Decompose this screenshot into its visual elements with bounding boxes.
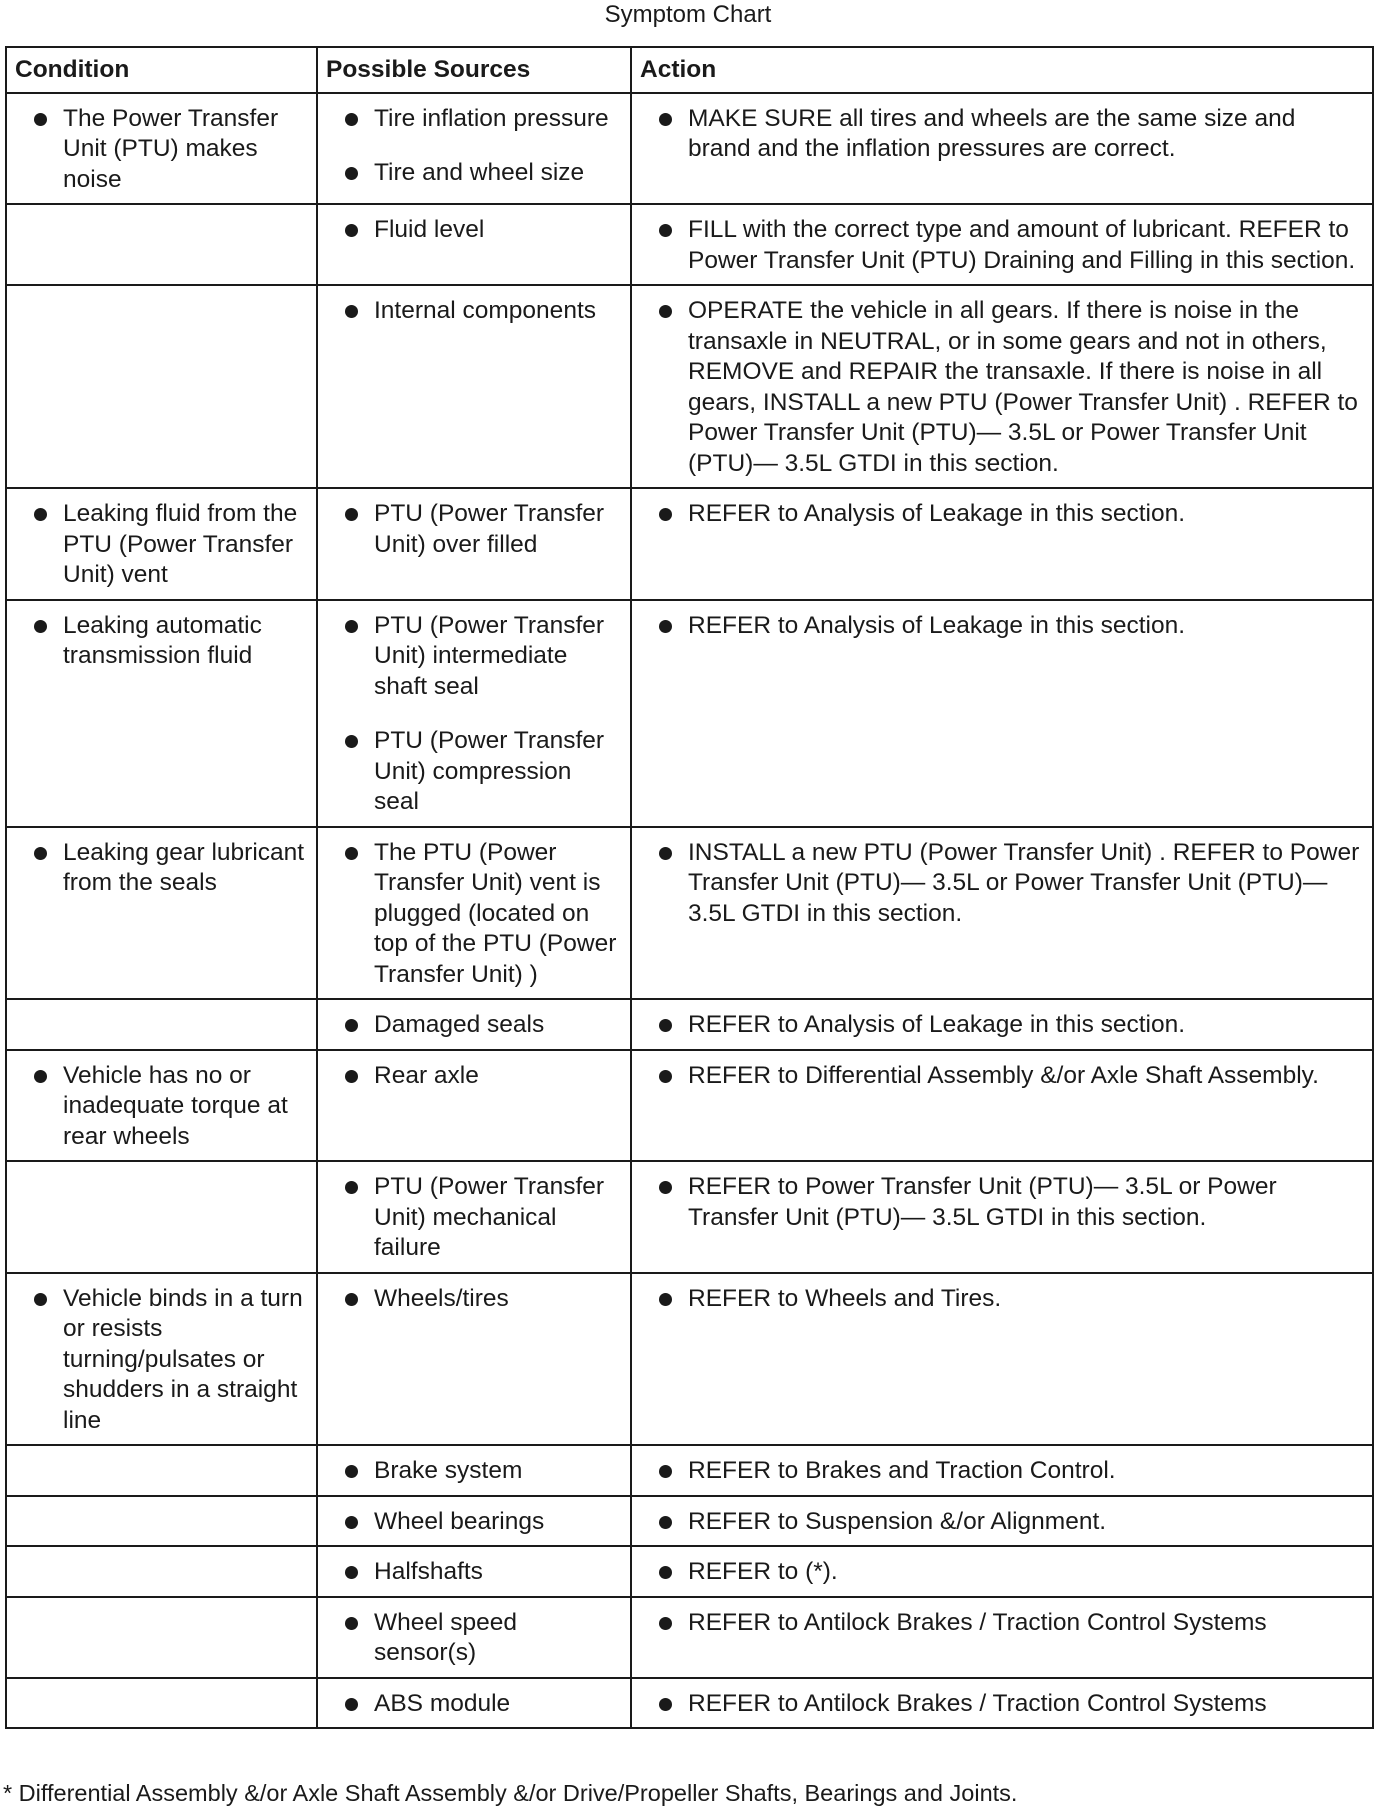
table-row bbox=[6, 827, 1373, 1000]
action-cell bbox=[631, 999, 1373, 1050]
condition-cell bbox=[6, 1445, 317, 1496]
condition-cell bbox=[6, 1050, 317, 1162]
bullet-list bbox=[328, 296, 620, 327]
bullet-list bbox=[328, 838, 620, 991]
condition-item: The Power Transfer Unit (PTU) makes noise bbox=[17, 104, 306, 196]
action-item: REFER to Analysis of Leakage in this section. bbox=[642, 611, 1362, 642]
action-cell bbox=[631, 488, 1373, 600]
source-item: Tire inflation pressure bbox=[328, 104, 620, 135]
action-cell bbox=[631, 1546, 1373, 1597]
bullet-list bbox=[642, 1689, 1362, 1720]
action-cell bbox=[631, 1161, 1373, 1273]
action-cell bbox=[631, 1496, 1373, 1547]
condition-cell bbox=[6, 1161, 317, 1273]
condition-cell bbox=[6, 1678, 317, 1729]
header-condition: Condition bbox=[6, 47, 317, 93]
bullet-list bbox=[642, 1456, 1362, 1487]
table-row bbox=[6, 285, 1373, 488]
sources-cell bbox=[317, 488, 631, 600]
page-title: Symptom Chart bbox=[604, 1, 772, 28]
bullet-list bbox=[642, 1061, 1362, 1092]
sources-cell bbox=[317, 1678, 631, 1729]
bullet-list bbox=[642, 296, 1362, 479]
source-item: Damaged seals bbox=[328, 1010, 620, 1041]
condition-item: Leaking fluid from the PTU (Power Transfer Unit) vent bbox=[17, 499, 306, 591]
bullet-list bbox=[642, 838, 1362, 930]
condition-cell bbox=[6, 1546, 317, 1597]
source-item: Halfshafts bbox=[328, 1557, 620, 1588]
bullet-list bbox=[328, 1284, 620, 1315]
condition-cell bbox=[6, 1273, 317, 1446]
action-item: REFER to Brakes and Traction Control. bbox=[642, 1456, 1362, 1487]
table-row bbox=[6, 1050, 1373, 1162]
table-row bbox=[6, 488, 1373, 600]
condition-cell bbox=[6, 600, 317, 827]
action-item: MAKE SURE all tires and wheels are the same size and brand and the inflation pressures are correct. bbox=[642, 104, 1362, 165]
condition-item: Leaking gear lubricant from the seals bbox=[17, 838, 306, 899]
table-row bbox=[6, 1445, 1373, 1496]
bullet-list bbox=[642, 1557, 1362, 1588]
action-cell bbox=[631, 600, 1373, 827]
bullet-list bbox=[328, 1061, 620, 1092]
action-item: REFER to Antilock Brakes / Traction Control Systems bbox=[642, 1689, 1362, 1720]
source-item: Rear axle bbox=[328, 1061, 620, 1092]
bullet-list bbox=[328, 215, 620, 246]
table-body bbox=[6, 93, 1373, 1729]
action-item: REFER to Analysis of Leakage in this section. bbox=[642, 499, 1362, 530]
source-item: The PTU (Power Transfer Unit) vent is plugged (located on top of the PTU (Power Transfer Unit) ) bbox=[328, 838, 620, 991]
condition-cell bbox=[6, 488, 317, 600]
sources-cell bbox=[317, 999, 631, 1050]
bullet-list bbox=[642, 499, 1362, 530]
source-item: ABS module bbox=[328, 1689, 620, 1720]
bullet-list bbox=[17, 838, 306, 899]
bullet-list bbox=[642, 1608, 1362, 1639]
table-row bbox=[6, 600, 1373, 827]
sources-cell bbox=[317, 1546, 631, 1597]
sources-cell bbox=[317, 1445, 631, 1496]
sources-cell bbox=[317, 1597, 631, 1678]
condition-cell bbox=[6, 204, 317, 285]
bullet-list bbox=[642, 1010, 1362, 1041]
source-item: Brake system bbox=[328, 1456, 620, 1487]
condition-item: Vehicle binds in a turn or resists turning/pulsates or shudders in a straight line bbox=[17, 1284, 306, 1437]
sources-cell bbox=[317, 285, 631, 488]
action-item: REFER to Analysis of Leakage in this section. bbox=[642, 1010, 1362, 1041]
table-row bbox=[6, 1546, 1373, 1597]
table-row bbox=[6, 1678, 1373, 1729]
action-cell bbox=[631, 827, 1373, 1000]
action-item: REFER to Differential Assembly &/or Axle Shaft Assembly. bbox=[642, 1061, 1362, 1092]
condition-cell bbox=[6, 1496, 317, 1547]
source-item: Wheels/tires bbox=[328, 1284, 620, 1315]
source-item: PTU (Power Transfer Unit) over filled bbox=[328, 499, 620, 560]
table-row bbox=[6, 1597, 1373, 1678]
action-cell bbox=[631, 285, 1373, 488]
table-header-row bbox=[6, 47, 1373, 93]
condition-cell bbox=[6, 1597, 317, 1678]
sources-cell bbox=[317, 93, 631, 205]
symptom-chart-table bbox=[5, 46, 1374, 1729]
bullet-list bbox=[328, 1456, 620, 1487]
source-item: Wheel speed sensor(s) bbox=[328, 1608, 620, 1669]
bullet-list bbox=[642, 1172, 1362, 1233]
bullet-list bbox=[328, 1557, 620, 1588]
bullet-list bbox=[17, 499, 306, 591]
bullet-list bbox=[642, 1284, 1362, 1315]
sources-cell bbox=[317, 1496, 631, 1547]
table-row bbox=[6, 93, 1373, 205]
condition-item: Leaking automatic transmission fluid bbox=[17, 611, 306, 672]
sources-cell bbox=[317, 1050, 631, 1162]
table-row bbox=[6, 204, 1373, 285]
bullet-list bbox=[328, 1172, 620, 1264]
condition-cell bbox=[6, 285, 317, 488]
action-item: REFER to Wheels and Tires. bbox=[642, 1284, 1362, 1315]
bullet-list bbox=[328, 1608, 620, 1669]
bullet-list bbox=[328, 1689, 620, 1720]
bullet-list bbox=[642, 1507, 1362, 1538]
source-item: Fluid level bbox=[328, 215, 620, 246]
action-cell bbox=[631, 93, 1373, 205]
action-item: REFER to Power Transfer Unit (PTU)— 3.5L or Power Transfer Unit (PTU)— 3.5L GTDI in this section. bbox=[642, 1172, 1362, 1233]
action-cell bbox=[631, 1050, 1373, 1162]
source-item: PTU (Power Transfer Unit) intermediate shaft seal bbox=[328, 611, 620, 703]
footnote: * Differential Assembly &/or Axle Shaft Assembly &/or Drive/Propeller Shafts, Bearings and Joints. bbox=[3, 1780, 1018, 1806]
action-item: INSTALL a new PTU (Power Transfer Unit) . REFER to Power Transfer Unit (PTU)— 3.5L or Power Transfer Unit (PTU)— 3.5L GTDI in this section. bbox=[642, 838, 1362, 930]
condition-cell bbox=[6, 827, 317, 1000]
bullet-list bbox=[17, 104, 306, 196]
condition-cell bbox=[6, 93, 317, 205]
bullet-list bbox=[642, 215, 1362, 276]
bullet-list bbox=[17, 1061, 306, 1153]
bullet-list bbox=[642, 104, 1362, 165]
bullet-list bbox=[642, 611, 1362, 642]
bullet-list bbox=[17, 611, 306, 672]
action-cell bbox=[631, 1273, 1373, 1446]
action-item: FILL with the correct type and amount of lubricant. REFER to Power Transfer Unit (PTU) Draining and Filling in this section. bbox=[642, 215, 1362, 276]
header-possible-sources: Possible Sources bbox=[317, 47, 631, 93]
bullet-list bbox=[328, 104, 620, 189]
table-row bbox=[6, 1273, 1373, 1446]
action-cell bbox=[631, 1445, 1373, 1496]
sources-cell bbox=[317, 600, 631, 827]
table-row bbox=[6, 1161, 1373, 1273]
source-item: Internal components bbox=[328, 296, 620, 327]
sources-cell bbox=[317, 1161, 631, 1273]
condition-cell bbox=[6, 999, 317, 1050]
action-cell bbox=[631, 204, 1373, 285]
bullet-list bbox=[328, 499, 620, 560]
action-item: REFER to Suspension &/or Alignment. bbox=[642, 1507, 1362, 1538]
source-item: PTU (Power Transfer Unit) compression seal bbox=[328, 726, 620, 818]
bullet-list bbox=[328, 611, 620, 818]
sources-cell bbox=[317, 204, 631, 285]
condition-item: Vehicle has no or inadequate torque at rear wheels bbox=[17, 1061, 306, 1153]
header-action: Action bbox=[631, 47, 1373, 93]
action-item: REFER to Antilock Brakes / Traction Control Systems bbox=[642, 1608, 1362, 1639]
source-item: PTU (Power Transfer Unit) mechanical failure bbox=[328, 1172, 620, 1264]
bullet-list bbox=[17, 1284, 306, 1437]
action-cell bbox=[631, 1597, 1373, 1678]
bullet-list bbox=[328, 1507, 620, 1538]
sources-cell bbox=[317, 1273, 631, 1446]
source-item: Wheel bearings bbox=[328, 1507, 620, 1538]
sources-cell bbox=[317, 827, 631, 1000]
action-item: OPERATE the vehicle in all gears. If there is noise in the transaxle in NEUTRAL, or in some gears and not in others, REMOVE and REPAIR the transaxle. If there is noise in all gears, INSTALL a new PTU (Power Transfer Unit) . REFER to Power Transfer Unit (PTU)— 3.5L or Power Transfer Unit (PTU)— 3.5L GTDI in this section. bbox=[642, 296, 1362, 479]
bullet-list bbox=[328, 1010, 620, 1041]
table-row bbox=[6, 1496, 1373, 1547]
source-item: Tire and wheel size bbox=[328, 158, 620, 189]
action-item: REFER to (*). bbox=[642, 1557, 1362, 1588]
table-row bbox=[6, 999, 1373, 1050]
action-cell bbox=[631, 1678, 1373, 1729]
